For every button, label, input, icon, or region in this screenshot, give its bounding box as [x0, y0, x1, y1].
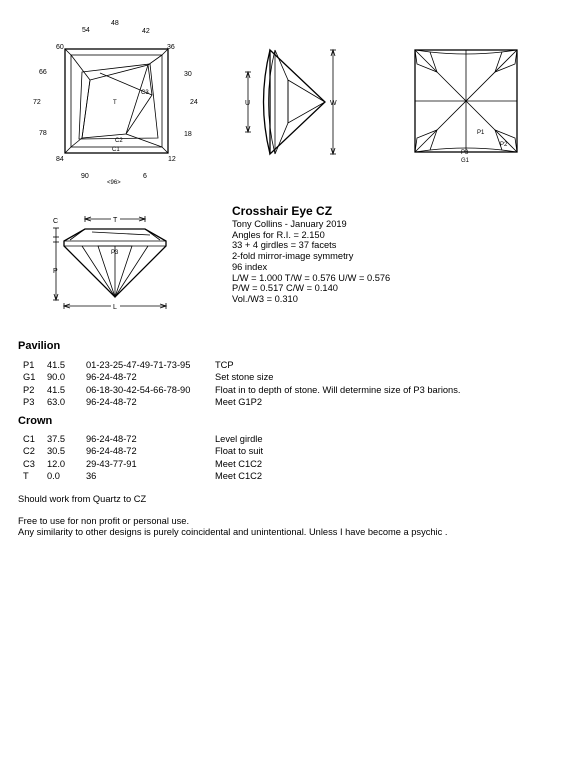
facet-angle: 0.0 [47, 470, 60, 481]
facet-indexes: 36 [86, 470, 97, 481]
ratio-line-2: P/W = 0.517 C/W = 0.140 [232, 283, 338, 294]
facet-indexes: 29-43-77-91 [86, 458, 137, 469]
facet-note: TCP [215, 360, 234, 370]
facet-name: C3 [23, 458, 35, 469]
dimension-label-l: L [113, 304, 117, 311]
index-label-84: 84 [56, 156, 64, 163]
design-title: Crosshair Eye CZ [232, 204, 333, 218]
license-line-1: Free to use for non profit or personal use. [18, 516, 190, 526]
facet-name: C2 [23, 446, 35, 457]
facet-note: Meet G1P2 [215, 396, 263, 407]
facet-label-c2: C2 [115, 138, 123, 144]
facet-angle: 37.5 [47, 434, 66, 444]
index-label-24: 24 [190, 99, 198, 106]
facet-indexes: 96-24-48-72 [86, 434, 137, 444]
facet-angle: 90.0 [47, 372, 66, 383]
license-note [18, 516, 447, 538]
facet-angle: 41.5 [47, 384, 66, 395]
facet-indexes: 96-24-48-72 [86, 446, 137, 457]
facet-label-profile-p3: P3 [111, 250, 119, 256]
facet-indexes: 96-24-48-72 [86, 396, 137, 407]
index-label-12: 12 [168, 156, 176, 163]
dimension-label-u: U [245, 100, 251, 107]
facet-indexes: 01-23-25-47-49-71-73-95 [86, 360, 191, 370]
dimension-label-p: P [53, 268, 58, 275]
materials-note: Should work from Quartz to CZ [18, 494, 147, 504]
index-label-66: 66 [39, 69, 47, 76]
facet-angle: 63.0 [47, 396, 66, 407]
facet-indexes: 96-24-48-72 [86, 372, 137, 383]
facet-angle: 41.5 [47, 360, 66, 370]
facet-label-p2: P2 [500, 142, 508, 148]
crown-heading: Crown [18, 415, 53, 427]
side-view [245, 50, 337, 154]
index-label-42: 42 [142, 28, 150, 35]
index-label-78: 78 [39, 130, 47, 137]
facet-label-c1: C1 [112, 147, 120, 153]
pavilion-heading: Pavilion [18, 340, 61, 352]
facet-note: Set stone size [215, 372, 274, 383]
symmetry-line: 2-fold mirror-image symmetry [232, 251, 354, 262]
facets-line: 33 + 4 girdles = 37 facets [232, 240, 337, 251]
facet-note: Level girdle [215, 434, 263, 444]
index-label-6: 6 [143, 173, 147, 180]
facet-note: Float in to depth of stone. Will determine size of P3 barions. [215, 384, 461, 395]
index-label-18: 18 [184, 131, 192, 138]
facet-name: C1 [23, 434, 35, 444]
index-label-96: <96> [107, 180, 121, 186]
facet-note: Meet C1C2 [215, 470, 263, 481]
facet-label-p3: P3 [461, 150, 469, 156]
pavilion-bottom-view [415, 50, 517, 164]
license-line-2: Any similarity to other designs is purely coincidental and unintentional. Unless I have become a psychic . [18, 527, 448, 537]
facet-indexes: 06-18-30-42-54-66-78-90 [86, 384, 191, 395]
dimension-label-c: C [53, 218, 59, 225]
design-info [232, 203, 390, 305]
facet-name: G1 [23, 372, 36, 383]
facet-angle: 30.5 [47, 446, 66, 457]
ratio-line-1: L/W = 1.000 T/W = 0.576 U/W = 0.576 [232, 272, 391, 283]
crown-top-view [33, 20, 198, 186]
index-line: 96 index [232, 261, 268, 272]
facet-label-t: T [113, 100, 117, 106]
volume-line: Vol./W3 = 0.310 [232, 293, 298, 304]
facet-note: Meet C1C2 [215, 458, 263, 469]
index-label-90: 90 [81, 173, 89, 180]
author-line: Tony Collins - January 2019 [232, 219, 347, 229]
dimension-label-t: T [113, 217, 118, 224]
facet-label-p1: P1 [477, 130, 485, 136]
index-label-72: 72 [33, 99, 41, 106]
dimension-label-w: W [330, 100, 337, 107]
facet-name: P3 [23, 396, 35, 407]
index-label-48: 48 [111, 20, 119, 27]
profile-view [53, 214, 166, 311]
facet-label-c3: C3 [141, 90, 149, 96]
facet-note: Float to suit [215, 446, 264, 457]
facet-name: P2 [23, 384, 35, 395]
index-label-54: 54 [82, 27, 90, 34]
facet-name: P1 [23, 360, 35, 370]
index-label-30: 30 [184, 71, 192, 78]
facet-name: T [23, 470, 29, 481]
facet-angle: 12.0 [47, 458, 66, 469]
index-label-36: 36 [167, 44, 175, 51]
index-label-60: 60 [56, 44, 64, 51]
ri-line: Angles for R.I. = 2.150 [232, 229, 325, 240]
facet-label-g1: G1 [461, 158, 470, 164]
